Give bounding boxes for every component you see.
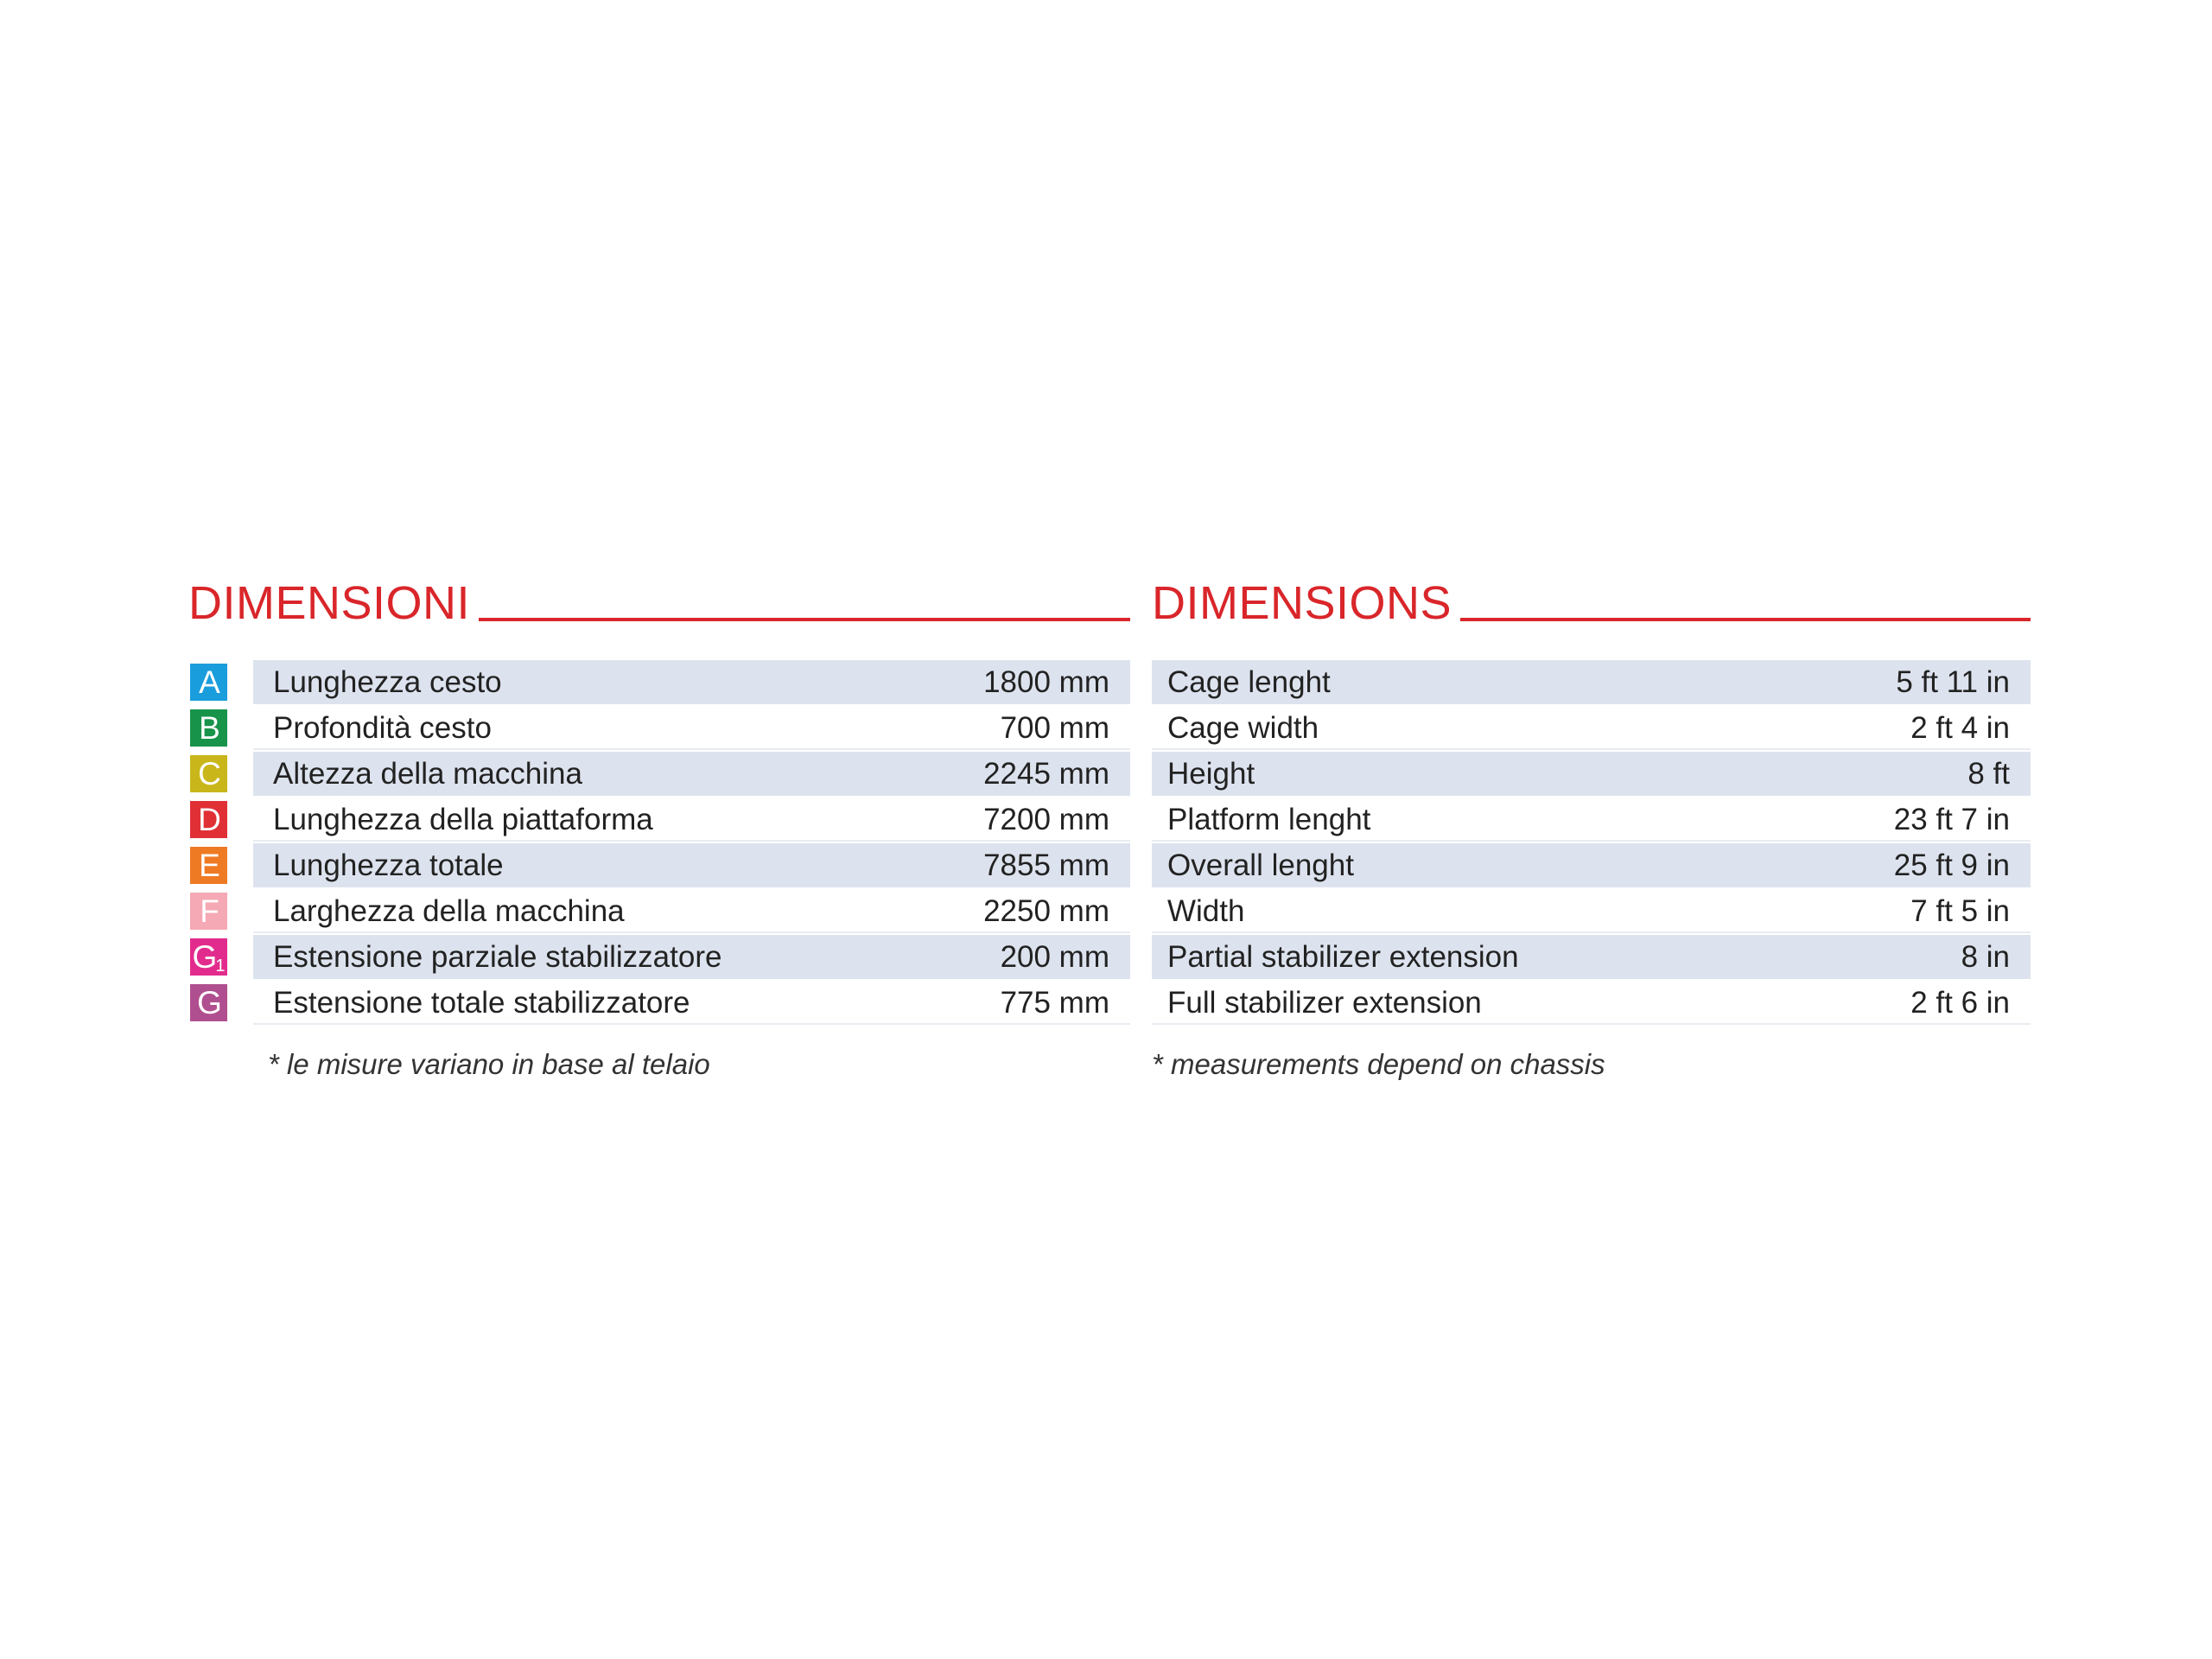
row-label: Lunghezza totale — [273, 848, 504, 882]
dimensioni-table — [188, 659, 1130, 1026]
heading-divider — [1460, 618, 2031, 621]
row-value: 7855 mm — [983, 848, 1109, 882]
row-value: 2250 mm — [983, 893, 1109, 928]
row-value: 5 ft 11 in — [1896, 664, 2010, 699]
letter-badge-g1 — [190, 938, 227, 976]
row-value: 8 in — [1961, 939, 2010, 974]
row-label: Lunghezza cesto — [273, 664, 502, 699]
badge-letter: E — [199, 848, 220, 883]
dimensioni-heading: DIMENSIONI — [188, 577, 471, 629]
table-row — [188, 705, 1130, 751]
table-row — [1152, 705, 2031, 751]
row-value: 1800 mm — [983, 664, 1109, 699]
dimensioni-section — [188, 575, 1130, 1080]
table-row — [1152, 659, 2031, 705]
badge-letter: D — [198, 802, 221, 837]
row-label: Altezza della macchina — [273, 756, 582, 791]
letter-badge-d — [190, 801, 227, 838]
row-label: Cage lenght — [1167, 664, 1331, 699]
letter-badge-b — [190, 709, 227, 747]
badge-letter: A — [199, 664, 220, 700]
row-value: 2 ft 6 in — [1910, 985, 2010, 1020]
table-row — [1152, 888, 2031, 934]
row-label: Estensione totale stabilizzatore — [273, 985, 690, 1020]
table-row — [188, 934, 1130, 980]
dimensions-heading: DIMENSIONS — [1152, 577, 1452, 629]
row-label: Height — [1167, 756, 1255, 791]
letter-badge-a — [190, 664, 227, 701]
letter-badge-e — [190, 847, 227, 884]
table-row — [1152, 934, 2031, 980]
row-label: Cage width — [1167, 710, 1319, 745]
letter-badge-f — [190, 893, 227, 930]
table-row — [1152, 797, 2031, 842]
dimensions-table — [1152, 659, 2031, 1026]
badge-subscript: 1 — [215, 957, 226, 976]
badge-letter: G — [197, 985, 222, 1020]
row-label: Lunghezza della piattaforma — [273, 802, 653, 836]
table-row — [188, 842, 1130, 888]
dimensions-heading-row — [1152, 575, 2031, 629]
heading-divider — [479, 618, 1130, 621]
dimensions-footnote: * measurements depend on chassis — [1152, 1048, 1605, 1080]
row-label: Width — [1167, 893, 1245, 928]
table-row — [188, 888, 1130, 934]
badge-letter: F — [200, 893, 219, 929]
row-value: 200 mm — [1000, 939, 1109, 974]
dimensioni-heading-row — [188, 575, 1130, 629]
row-label: Platform lenght — [1167, 802, 1371, 836]
letter-badge-c — [190, 755, 227, 792]
dimensions-section — [1152, 575, 2031, 1080]
row-value: 2 ft 4 in — [1910, 710, 2010, 745]
row-background — [1152, 889, 2031, 933]
row-label: Estensione parziale stabilizzatore — [273, 939, 722, 974]
table-row — [1152, 980, 2031, 1026]
table-row — [188, 980, 1130, 1026]
row-value: 7 ft 5 in — [1910, 893, 2010, 928]
badge-letter: C — [198, 756, 221, 791]
row-value: 25 ft 9 in — [1893, 848, 2010, 882]
table-row — [188, 797, 1130, 842]
row-label: Full stabilizer extension — [1167, 985, 1482, 1020]
row-value: 2245 mm — [983, 756, 1109, 791]
row-value: 23 ft 7 in — [1893, 802, 2010, 836]
row-label: Profondità cesto — [273, 710, 492, 745]
table-row — [1152, 751, 2031, 797]
table-row — [1152, 842, 2031, 888]
badge-letter: B — [199, 710, 220, 746]
letter-badge-g — [190, 984, 227, 1021]
row-background — [1152, 752, 2031, 796]
dimensioni-footnote: * le misure variano in base al telaio — [268, 1048, 710, 1080]
badge-letter: G — [192, 939, 218, 975]
table-row — [188, 659, 1130, 705]
row-value: 700 mm — [1000, 710, 1109, 745]
row-label: Partial stabilizer extension — [1167, 939, 1519, 974]
table-row — [188, 751, 1130, 797]
row-value: 8 ft — [1967, 756, 2010, 791]
row-value: 775 mm — [1000, 985, 1109, 1020]
row-value: 7200 mm — [983, 802, 1109, 836]
row-label: Overall lenght — [1167, 848, 1354, 882]
row-label: Larghezza della macchina — [273, 893, 625, 928]
